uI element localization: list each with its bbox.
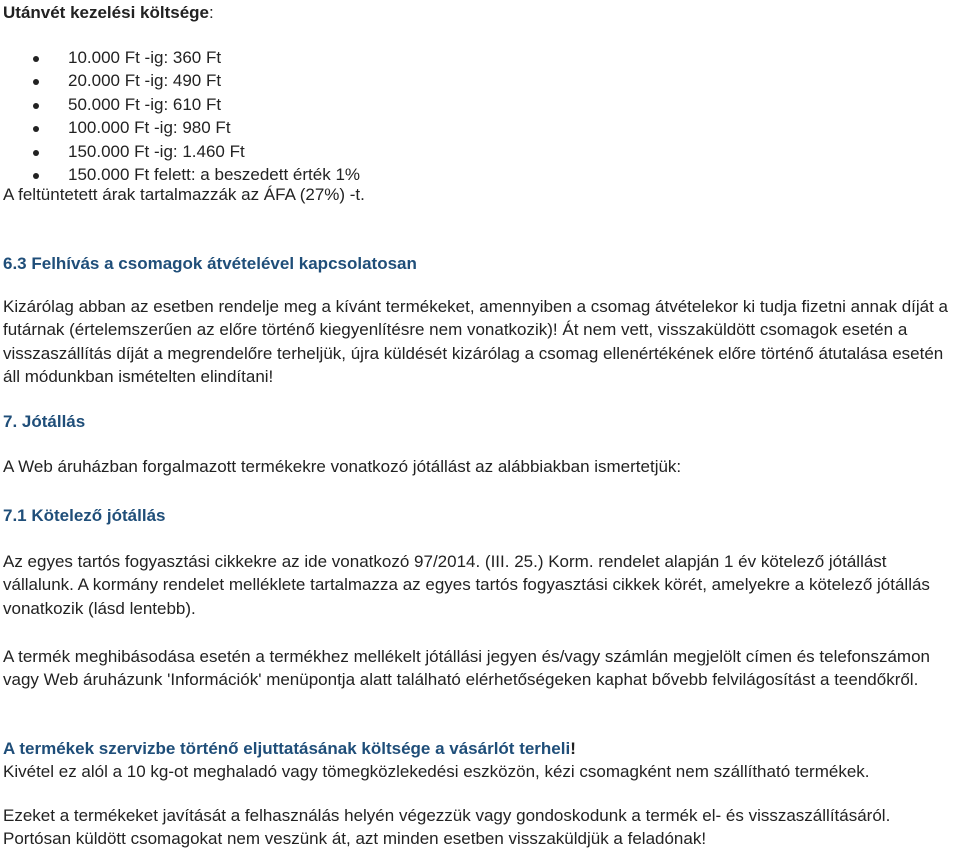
section-7-1-body: Az egyes tartós fogyasztási cikkekre az ide vonatkozó 97/2014. (III. 25.) Korm. rendelet alapján 1 év kötelező jótállást vállalunk. A kormány rendelet melléklete tartalmazza az egyes tartós fogyasztási cikkek körét, amelyekre a kötelező jótállás vonatkozik (lásd lentebb). bbox=[3, 552, 930, 618]
bullet-icon bbox=[33, 79, 39, 85]
defect-paragraph: A termék meghibásodása esetén a termékhez mellékelt jótállási jegyen és/vagy számlán megjelölt címen és telefonszámon vagy Web áruházunk 'Információk' menüpontja alatt található elérhetőségeken kaphat bővebb felvilágosítást a teendőkről. bbox=[3, 647, 930, 690]
service-cost-bold: A termékek szervizbe történő eljuttatásának költsége a vásárlót terheli bbox=[3, 739, 571, 758]
section-6-3-title: 6.3 Felhívás a csomagok átvételével kapcsolatosan bbox=[3, 254, 417, 273]
fee-text: 20.000 Ft -ig: 490 Ft bbox=[68, 71, 222, 91]
bullet-icon bbox=[33, 150, 39, 156]
list-item bbox=[3, 93, 360, 116]
cod-fee-heading bbox=[3, 2, 214, 24]
exception-paragraph: Kivétel ez alól a 10 kg-ot meghaladó vagy tömegközlekedési eszközön, kézi csomagként nem szállítható termékek. bbox=[3, 762, 870, 781]
list-item bbox=[3, 46, 360, 69]
vat-note: A feltüntetett árak tartalmazzák az ÁFA (27%) -t. bbox=[3, 185, 365, 204]
section-7-title: 7. Jótállás bbox=[3, 412, 86, 431]
fee-text: 100.000 Ft -ig: 980 Ft bbox=[68, 118, 231, 138]
list-item bbox=[3, 116, 360, 139]
service-cost-line bbox=[3, 737, 958, 760]
cod-fee-heading-colon: : bbox=[208, 3, 214, 22]
fee-text: 150.000 Ft -ig: 1.460 Ft bbox=[68, 141, 245, 161]
bullet-icon bbox=[33, 103, 39, 109]
cod-fee-heading-bold: Utánvét kezelési költsége bbox=[3, 3, 209, 22]
fee-text: 10.000 Ft -ig: 360 Ft bbox=[68, 48, 222, 67]
fee-text: 50.000 Ft -ig: 610 Ft bbox=[68, 94, 222, 114]
fee-list bbox=[3, 46, 360, 186]
repair-paragraph: Ezeket a termékeket javítását a felhasználás helyén végezzük vagy gondoskodunk a termék el- és visszaszállításáról. Portósan küldött csomagokat nem veszünk át, azt minden esetben visszaküldjük a feladónak! bbox=[3, 806, 891, 849]
fee-text: 150.000 Ft felett: a beszedett érték 1% bbox=[68, 164, 361, 184]
list-item bbox=[3, 69, 360, 92]
bullet-icon bbox=[33, 126, 39, 132]
bullet-icon bbox=[33, 173, 39, 179]
list-item bbox=[3, 140, 360, 163]
section-7-body: A Web áruházban forgalmazott termékekre vonatkozó jótállást az alábbiakban ismertetjük: bbox=[3, 457, 682, 476]
bullet-icon bbox=[33, 56, 39, 62]
service-cost-exclamation: ! bbox=[570, 739, 576, 758]
section-6-3-body: Kizárólag abban az esetben rendelje meg a kívánt termékeket, amennyiben a csomag átvételekor ki tudja fizetni annak díját a futárnak (értelemszerűen az előre történő kiegyenlítésre nem vonatkozik)! Át nem vett, visszaküldött csomagok esetén a visszaszállítás díját a megrendelőre terheljük, újra küldését kizárólag a csomag ellenértékének előre történő átutalása esetén áll módunkban ismételten elindítani! bbox=[3, 297, 949, 387]
section-7-1-title: 7.1 Kötelező jótállás bbox=[3, 506, 166, 525]
